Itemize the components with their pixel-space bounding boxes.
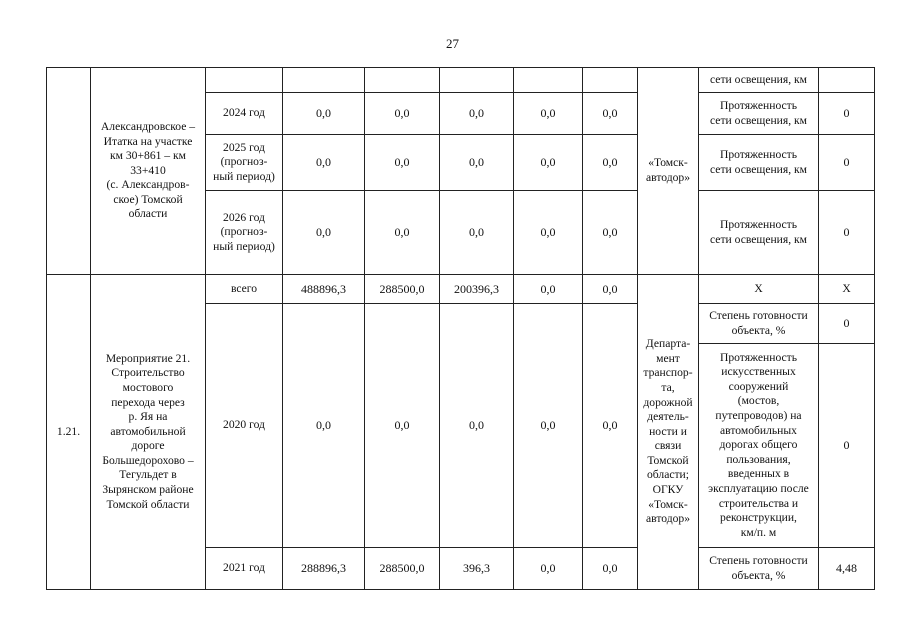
indicator-value-cell: 0 [819,191,875,275]
indicator-cell: Х [699,275,819,304]
table-row [47,68,875,93]
indicator-cell: Степень готовности объекта, % [699,304,819,344]
page-number: 27 [446,36,459,51]
year-cell: всего [206,275,283,304]
indicator-cell: Степень готовности объекта, % [699,548,819,590]
value-cell: 0,0 [440,191,514,275]
indicator-cell: Протяженность сети освещения, км [699,135,819,191]
value-cell: 0,0 [440,135,514,191]
year-cell: 2025 год (прогноз- ный период) [206,135,283,191]
indicator-cell: сети освещения, км [699,68,819,93]
year-cell: 2024 год [206,93,283,135]
value-cell: 0,0 [514,191,583,275]
executor-cell: Департа- мент транспор- та, дорожной деятель- ности и связи Томской области; ОГКУ «Томск- автодор» [638,275,699,590]
value-cell: 0,0 [283,191,365,275]
value-cell: 288500,0 [365,275,440,304]
program-table [46,67,875,590]
item-number-cell: 1.21. [47,275,91,590]
year-cell: 2026 год (прогноз- ный период) [206,191,283,275]
value-cell: 0,0 [365,304,440,548]
indicator-value-cell: Х [819,275,875,304]
item-name-cell: Мероприятие 21. Строительство мостового перехода через р. Яя на автомобильной дороге Большедорохово – Тегульдет в Зырянском районе Томской области [91,275,206,590]
value-cell: 0,0 [283,93,365,135]
indicator-value-cell: 0 [819,93,875,135]
value-cell: 0,0 [514,275,583,304]
value-cell: 0,0 [583,275,638,304]
value-cell: 0,0 [365,191,440,275]
value-cell: 0,0 [440,93,514,135]
value-cell: 288896,3 [283,548,365,590]
value-cell: 0,0 [440,304,514,548]
indicator-value-cell: 0 [819,344,875,548]
indicator-cell: Протяженность искусственных сооружений (мостов, путепроводов) на автомобильных дорогах общего пользования, введенных в эксплуатацию после строительства и реконструкции, км/п. м [699,344,819,548]
indicator-cell: Протяженность сети освещения, км [699,191,819,275]
executor-cell: «Томск- автодор» [638,68,699,275]
value-cell: 0,0 [583,191,638,275]
value-cell: 0,0 [514,304,583,548]
value-cell: 0,0 [514,135,583,191]
value-cell: 0,0 [514,548,583,590]
indicator-cell: Протяженность сети освещения, км [699,93,819,135]
value-cell: 0,0 [583,135,638,191]
year-cell: 2021 год [206,548,283,590]
value-cell: 0,0 [583,548,638,590]
value-cell: 0,0 [514,93,583,135]
value-cell: 488896,3 [283,275,365,304]
indicator-value-cell: 4,48 [819,548,875,590]
value-cell: 396,3 [440,548,514,590]
value-cell: 0,0 [283,304,365,548]
value-cell: 0,0 [583,93,638,135]
value-cell: 200396,3 [440,275,514,304]
item-name-cell: Александровское – Итатка на участке км 30+861 – км 33+410 (с. Александров- ское) Томской области [91,68,206,275]
value-cell: 0,0 [283,135,365,191]
value-cell: 0,0 [583,304,638,548]
table-row [47,275,875,304]
value-cell: 0,0 [365,93,440,135]
indicator-value-cell: 0 [819,135,875,191]
indicator-value-cell: 0 [819,304,875,344]
value-cell: 288500,0 [365,548,440,590]
item-number-cell [47,68,91,275]
value-cell: 0,0 [365,135,440,191]
year-cell: 2020 год [206,304,283,548]
